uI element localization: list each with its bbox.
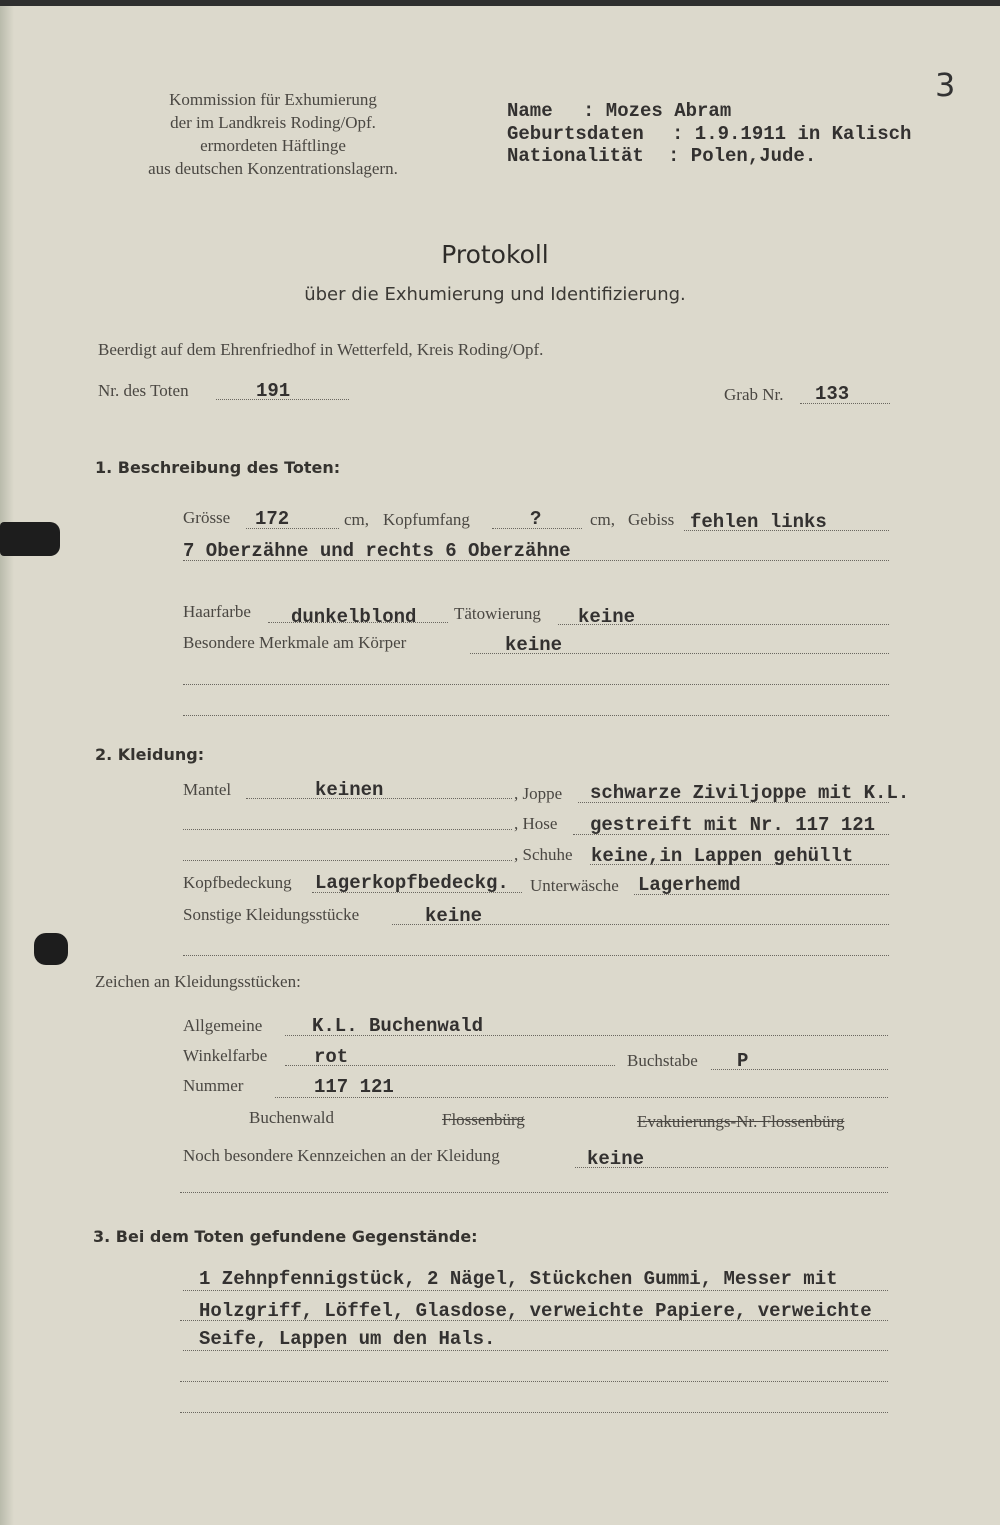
marks-value: keine — [505, 634, 563, 656]
section-3-heading: 3. Bei dem Toten gefundene Gegenstände: — [93, 1227, 478, 1246]
camp-flossenbuerg-struck: Flossenbürg — [442, 1110, 525, 1129]
other-markings-label: Noch besondere Kennzeichen an der Kleidung — [183, 1146, 500, 1165]
name-value: : Mozes Abram — [583, 100, 732, 122]
height-value: 172 — [255, 508, 290, 530]
shoes-label: , Schuhe — [514, 845, 573, 864]
blank-line-1 — [183, 684, 889, 685]
blank-line-4 — [180, 1192, 888, 1193]
dead-number-label: Nr. des Toten — [98, 381, 189, 400]
nationality-value: : Polen,Jude. — [668, 145, 817, 167]
items-line-5 — [180, 1412, 888, 1413]
tattoo-value: keine — [578, 606, 636, 628]
other-markings-value: keine — [587, 1148, 645, 1170]
coat-label: Mantel — [183, 780, 232, 799]
number-value: 117 121 — [314, 1076, 394, 1098]
marks-label: Besondere Merkmale am Körper — [183, 633, 407, 652]
height-unit: cm, — [344, 510, 370, 529]
teeth-continued-value: 7 Oberzähne und rechts 6 Oberzähne — [183, 540, 571, 562]
letter-label: Buchstabe — [627, 1051, 698, 1070]
trousers-label: , Hose — [514, 814, 558, 833]
trousers-blank-line — [183, 829, 512, 830]
triangle-color-value: rot — [314, 1046, 349, 1068]
items-text-1: 1 Zehnpfennigstück, 2 Nägel, Stückchen Gummi, Messer mit — [199, 1268, 838, 1290]
hair-color-label: Haarfarbe — [183, 602, 251, 621]
headgear-value: Lagerkopfbedeckg. — [315, 872, 509, 894]
underwear-value: Lagerhemd — [638, 874, 741, 896]
burial-place: Beerdigt auf dem Ehrenfriedhof in Wetterfeld, Kreis Roding/Opf. — [98, 340, 544, 359]
commission-header — [118, 88, 428, 180]
page-number: 3 — [935, 66, 956, 104]
shoes-value: keine,in Lappen gehüllt — [591, 845, 854, 867]
head-circumference-value: ? — [530, 508, 542, 530]
letter-value: P — [737, 1050, 749, 1072]
shoes-blank-line — [183, 860, 512, 861]
document-title: Protokoll — [441, 240, 549, 269]
general-marking-value: K.L. Buchenwald — [312, 1015, 484, 1037]
head-circumference-label: Kopfumfang — [383, 510, 470, 529]
items-line-3 — [183, 1350, 888, 1351]
commission-line-1: Kommission für Exhumierung — [169, 90, 377, 109]
evacuation-number-struck: Evakuierungs-Nr. Flossenbürg — [637, 1112, 845, 1131]
punch-hole-bottom — [34, 933, 68, 965]
document-subtitle: über die Exhumierung und Identifizierung. — [304, 284, 686, 305]
blank-line-3 — [183, 955, 889, 956]
items-line-1 — [183, 1290, 888, 1291]
grave-number-label: Grab Nr. — [724, 385, 784, 404]
triangle-color-label: Winkelfarbe — [183, 1046, 268, 1065]
birth-value: : 1.9.1911 in Kalisch — [672, 123, 912, 145]
dead-number-value: 191 — [256, 380, 291, 402]
other-clothing-label: Sonstige Kleidungsstücke — [183, 905, 360, 924]
grave-number-value: 133 — [815, 383, 850, 405]
items-text-2: Holzgriff, Löffel, Glasdose, verweichte Papiere, verweichte — [199, 1300, 872, 1322]
items-text-3: Seife, Lappen um den Hals. — [199, 1328, 496, 1350]
section-2-heading: 2. Kleidung: — [95, 745, 205, 764]
trousers-value: gestreift mit Nr. 117 121 — [590, 814, 876, 836]
punch-hole-top — [0, 522, 60, 556]
underwear-label: Unterwäsche — [530, 876, 619, 895]
hair-color-value: dunkelblond — [291, 606, 417, 628]
teeth-label: Gebiss — [628, 510, 675, 529]
nationality-label: Nationalität — [507, 145, 644, 167]
height-label: Grösse — [183, 508, 231, 527]
other-clothing-value: keine — [425, 905, 483, 927]
camp-buchenwald: Buchenwald — [249, 1108, 334, 1127]
head-circumference-unit: cm, — [590, 510, 616, 529]
name-label: Name — [507, 100, 553, 122]
items-line-4 — [180, 1381, 888, 1382]
commission-line-2: der im Landkreis Roding/Opf. — [170, 113, 376, 132]
birth-label: Geburtsdaten — [507, 123, 644, 145]
general-marking-label: Allgemeine — [183, 1016, 263, 1035]
commission-line-4: aus deutschen Konzentrationslagern. — [148, 159, 398, 178]
blank-line-2 — [183, 715, 889, 716]
coat-value: keinen — [315, 779, 384, 801]
section-1-heading: 1. Beschreibung des Toten: — [95, 458, 341, 477]
jacket-value: schwarze Ziviljoppe mit K.L. — [590, 782, 910, 804]
number-label: Nummer — [183, 1076, 244, 1095]
commission-line-3: ermordeten Häftlinge — [200, 136, 346, 155]
jacket-label: , Joppe — [514, 784, 563, 803]
tattoo-label: Tätowierung — [454, 604, 541, 623]
markings-heading: Zeichen an Kleidungsstücken: — [95, 972, 301, 991]
headgear-label: Kopfbedeckung — [183, 873, 292, 892]
teeth-value: fehlen links — [690, 511, 827, 533]
